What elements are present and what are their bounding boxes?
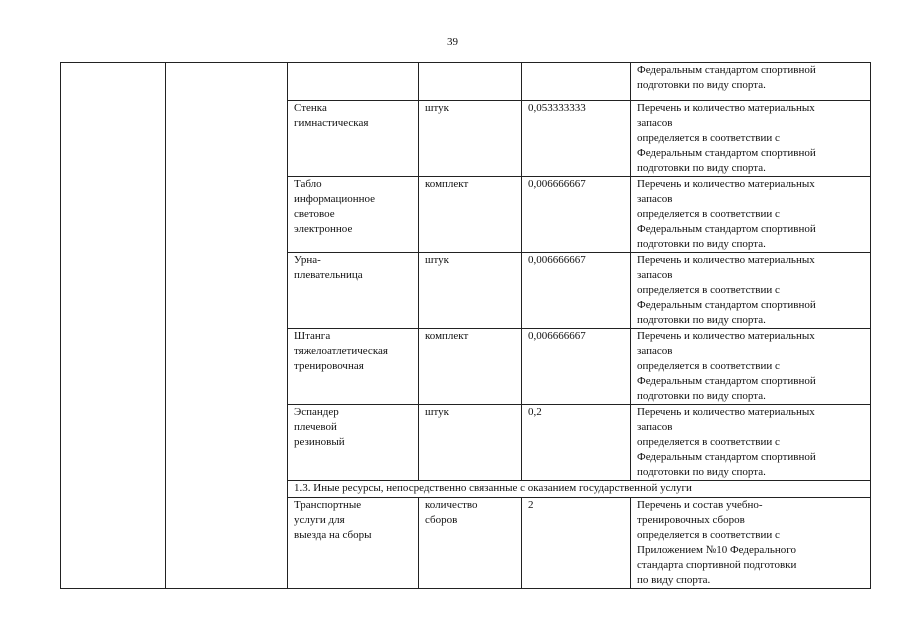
unit-text: сборов xyxy=(425,514,458,526)
value-text: 0,006666667 xyxy=(528,254,586,266)
note-cell xyxy=(631,253,871,329)
name-line: тяжелоатлетическая xyxy=(294,345,388,357)
note-cell xyxy=(631,405,871,481)
note-line: подготовки по виду спорта. xyxy=(637,238,766,250)
section-heading-text: 1.3. Иные ресурсы, непосредственно связанные с оказанием государственной услуги xyxy=(294,482,692,494)
note-line: Перечень и количество материальных xyxy=(637,406,815,418)
note-cell xyxy=(631,101,871,177)
note-line: подготовки по виду спорта. xyxy=(637,466,766,478)
value-text: 2 xyxy=(528,499,534,511)
name-cell xyxy=(288,101,419,177)
value-cell xyxy=(522,329,631,405)
note-line: по виду спорта. xyxy=(637,574,711,586)
note-line: тренировочных сборов xyxy=(637,514,745,526)
unit-cell xyxy=(419,253,522,329)
note-line: подготовки по виду спорта. xyxy=(637,162,766,174)
name-cell xyxy=(288,253,419,329)
value-text: 0,2 xyxy=(528,406,542,418)
note-line: Федеральным стандартом спортивной xyxy=(637,223,816,235)
value-cell xyxy=(522,177,631,253)
table-row xyxy=(61,63,871,101)
unit-text: штук xyxy=(425,254,449,266)
unit-cell xyxy=(419,101,522,177)
note-line: запасов xyxy=(637,117,673,129)
note-line: Перечень и количество материальных xyxy=(637,102,815,114)
name-line: плечевой xyxy=(294,421,337,433)
name-line: электронное xyxy=(294,223,353,235)
name-cell xyxy=(288,498,419,589)
note-line: запасов xyxy=(637,345,673,357)
note-line: подготовки по виду спорта. xyxy=(637,79,766,91)
name-cell xyxy=(288,405,419,481)
value-text: 0,053333333 xyxy=(528,102,586,114)
note-line: запасов xyxy=(637,269,673,281)
note-cell xyxy=(631,498,871,589)
unit-cell xyxy=(419,498,522,589)
note-line: Перечень и количество материальных xyxy=(637,254,815,266)
name-line: тренировочная xyxy=(294,360,364,372)
name-line: информационное xyxy=(294,193,376,205)
value-text: 0,006666667 xyxy=(528,330,586,342)
unit-text: штук xyxy=(425,406,449,418)
section-heading xyxy=(288,481,871,498)
left-empty-cell-2 xyxy=(166,63,288,589)
name-line: резиновый xyxy=(294,436,345,448)
note-line: Федеральным стандартом спортивной xyxy=(637,147,816,159)
note-line: Федеральным стандартом спортивной xyxy=(637,64,816,76)
name-line: Табло xyxy=(294,178,322,190)
note-line: подготовки по виду спорта. xyxy=(637,314,766,326)
unit-text: количество xyxy=(425,499,478,511)
note-line: запасов xyxy=(637,193,673,205)
name-line: Транспортные xyxy=(294,499,362,511)
note-line: Федеральным стандартом спортивной xyxy=(637,451,816,463)
note-line: Перечень и количество материальных xyxy=(637,178,815,190)
note-line: определяется в соответствии с xyxy=(637,436,780,448)
name-line: Стенка xyxy=(294,102,327,114)
name-line: Эспандер xyxy=(294,406,339,418)
unit-text: комплект xyxy=(425,178,469,190)
unit-cell xyxy=(419,63,522,101)
unit-text: штук xyxy=(425,102,449,114)
note-line: Перечень и состав учебно- xyxy=(637,499,763,511)
value-cell xyxy=(522,405,631,481)
name-cell xyxy=(288,329,419,405)
name-cell xyxy=(288,177,419,253)
page-number: 39 xyxy=(447,36,458,48)
unit-cell xyxy=(419,329,522,405)
name-line: Урна- xyxy=(294,254,321,266)
note-line: запасов xyxy=(637,421,673,433)
left-empty-cell-1 xyxy=(61,63,166,589)
value-cell xyxy=(522,101,631,177)
note-line: Приложением №10 Федерального xyxy=(637,544,797,556)
name-line: выезда на сборы xyxy=(294,529,372,541)
note-line: стандарта спортивной подготовки xyxy=(637,559,797,571)
note-line: Перечень и количество материальных xyxy=(637,330,815,342)
note-cell xyxy=(631,63,871,101)
note-line: Федеральным стандартом спортивной xyxy=(637,375,816,387)
unit-cell xyxy=(419,177,522,253)
value-cell xyxy=(522,253,631,329)
value-cell xyxy=(522,63,631,101)
value-cell xyxy=(522,498,631,589)
name-line: Штанга xyxy=(294,330,331,342)
note-line: подготовки по виду спорта. xyxy=(637,390,766,402)
resources-table xyxy=(60,62,871,589)
name-cell xyxy=(288,63,419,101)
name-line: плевательница xyxy=(294,269,363,281)
name-line: гимнастическая xyxy=(294,117,369,129)
note-line: определяется в соответствии с xyxy=(637,132,780,144)
note-line: определяется в соответствии с xyxy=(637,360,780,372)
name-line: услуги для xyxy=(294,514,345,526)
note-line: определяется в соответствии с xyxy=(637,284,780,296)
value-text: 0,006666667 xyxy=(528,178,586,190)
note-line: определяется в соответствии с xyxy=(637,529,780,541)
note-line: определяется в соответствии с xyxy=(637,208,780,220)
note-line: Федеральным стандартом спортивной xyxy=(637,299,816,311)
name-line: световое xyxy=(294,208,335,220)
note-cell xyxy=(631,177,871,253)
note-cell xyxy=(631,329,871,405)
unit-cell xyxy=(419,405,522,481)
unit-text: комплект xyxy=(425,330,469,342)
